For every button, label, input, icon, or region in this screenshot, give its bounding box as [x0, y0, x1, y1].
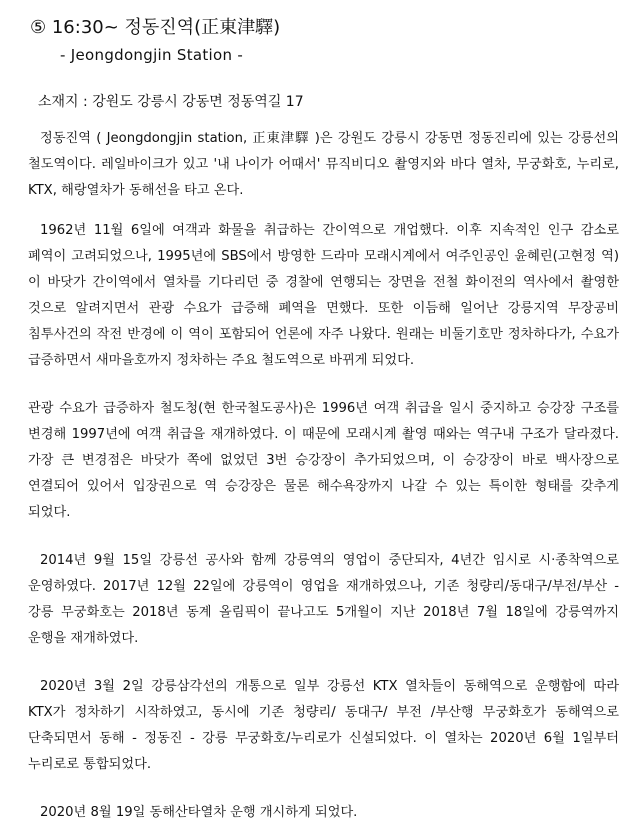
address-line: 소재지 : 강원도 강릉시 강동면 정동역길 17: [38, 94, 304, 110]
paragraph-2020-august: 2020년 8월 19일 동해산타열차 운행 개시하게 되었다.: [40, 805, 358, 820]
paragraph-history: 1962년 11월 6일에 여객과 화물을 취급하는 간이역으로 개업했다. 이후 지속적인 인구 감소로 폐역이 고려되었으나, 1995년에 SBS에서 방영한 드라마 모래시계에서 여주인공인 윤혜린(고현정 역)이 바닷가 간이역에서 열차를 기다리던 중 경찰에 연행되는 장면을 전철 화이전의 역사에서 촬영한 것으로 알려지면서 관광 수요가 급증해 폐역을 면했다. 또한 이듬해 일어난 강릉지역 무장공비 침투사건의 작전 반경에 이 역이 포함되어 언론에 자주 나왔다. 원래는 비둘기호만 정차하다가, 수요가 급증하면서 새마을호까지 정차하는 주요 철도역으로 바뀌게 되었다.: [28, 223, 619, 368]
paragraph-restructure: 관광 수요가 급증하자 철도청(현 한국철도공사)은 1996년 여객 취급을 일시 중지하고 승강장 구조를 변경해 1997년에 여객 취급을 재개하였다. 이 때문에 모래시계 촬영 때와는 역구내 구조가 달라졌다. 가장 큰 변경점은 바닷가 쪽에 없었던 3번 승강장이 추가되었으며, 이 승강장이 바로 백사장으로 연결되어 있어서 입장권으로 역 승강장은 물론 해수욕장까지 나갈 수 있는 특이한 형태를 갖추게 되었다.: [28, 401, 619, 520]
paragraph-2014: 2014년 9월 15일 강릉선 공사와 함께 강릉역의 영업이 중단되자, 4년간 임시로 시·종착역으로 운영하였다. 2017년 12월 22일에 강릉역이 영업을 재개하였으나, 기존 청량리/동대구/부전/부산 - 강릉 무궁화호는 2018년 동계 올림픽이 끝나고도 5개월이 지난 2018년 7월 18일에 강릉역까지 운행을 재개하였다.: [28, 553, 619, 646]
page-title: ⑤ 16:30~ 정동진역(正東津驛): [30, 17, 281, 38]
paragraph-intro: 정동진역 ( Jeongdongjin station, 正東津驛 )은 강원도 강릉시 강동면 정동진리에 있는 강릉선의 철도역이다. 레일바이크가 있고 '내 나이가 어때서' 뮤직비디오 촬영지와 바다 열차, 무궁화호, 누리로, KTX, 해랑열차가 동해선을 타고 온다.: [28, 131, 619, 198]
paragraph-2020-march: 2020년 3월 2일 강릉삼각선의 개통으로 일부 강릉선 KTX 열차들이 동해역으로 운행함에 따라 KTX가 정차하기 시작하였고, 동시에 기존 청량리/ 동대구/ 부전 /부산행 무궁화호가 동해역으로 단축되면서 동해 - 정동진 - 강릉 무궁화호/누리로가 신설되었다. 이 열차는 2020년 6월 1일부터 누리로로 통합되었다.: [28, 679, 619, 772]
page-subtitle: - Jeongdongjin Station -: [60, 46, 244, 64]
